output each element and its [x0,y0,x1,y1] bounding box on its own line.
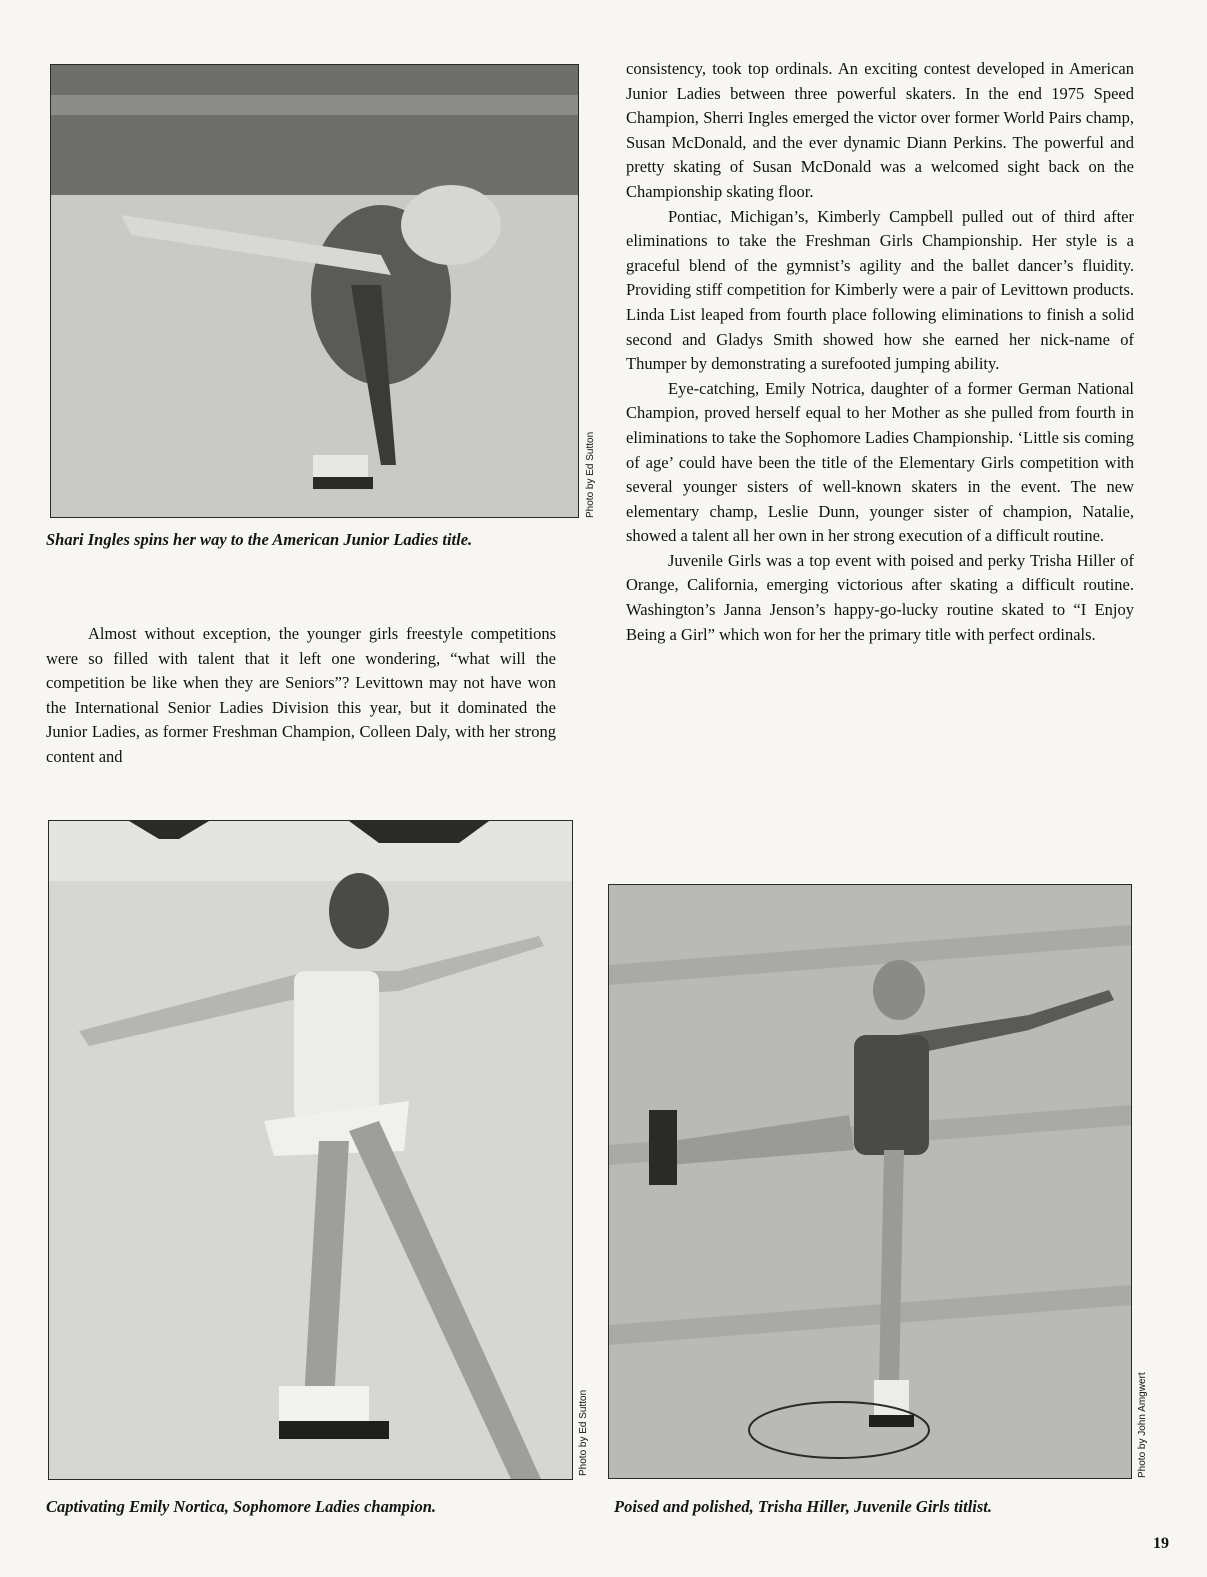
photo-credit-bottom-right: Photo by John Amgwert [1137,1372,1148,1478]
right-column-text [626,57,1134,647]
photo-trisha-hiller-image [609,885,1131,1478]
caption-shari-ingles: Shari Ingles spins her way to the American Junior Ladies title. [46,530,473,549]
right-paragraph-3: Eye-catching, Emily Notrica, daughter of a former German National Champion, proved herself equal to her Mother as she pulled from fourth in eliminations to take the Sophomore Ladies Championship. ‘Little sis coming of age’ could have been the title of the Elementary Girls competition with several younger sisters of well-known skaters in the event. The new elementary champ, Leslie Dunn, younger sister of champion, Natalie, showed a talent all her own in her strong execution of a difficult routine. [626,378,1134,546]
photo-shari-ingles [50,64,579,518]
photo-trisha-hiller [608,884,1132,1479]
left-paragraph-1: Almost without exception, the younger girls freestyle competitions were so filled with talent that it left one wondering, “what will the competition be like when they are Seniors”? Levittown may not have won the International Senior Ladies Division this year, but it dominated the Junior Ladies, as former Freshman Champion, Colleen Daly, with her strong content and [46,624,556,766]
photo-credit-bottom-left: Photo by Ed Sutton [578,1389,589,1476]
photo-credit-top-left: Photo by Ed Sutton [585,431,596,518]
page-number: 19 [1153,1535,1169,1552]
right-paragraph-4: Juvenile Girls was a top event with poised and perky Trisha Hiller of Orange, California, emerging victorious after skating a difficult routine. Washington’s Janna Jenson’s happy-go-lucky routine skated to “I Enjoy Being a Girl” which won for her the primary title with perfect ordinals. [626,550,1134,644]
right-paragraph-continued: consistency, took top ordinals. An exciting contest developed in American Junior Ladies between three powerful skaters. In the end 1975 Speed Champion, Sherri Ingles emerged the victor over former World Pairs champ, Susan McDonald, and the ever dynamic Diann Perkins. The powerful and pretty skating of Susan McDonald was a welcomed sight back on the Championship skating floor. [626,59,1134,201]
left-column-text [46,622,556,770]
right-paragraph-2: Pontiac, Michigan’s, Kimberly Campbell pulled out of third after eliminations to take the Freshman Girls Championship. Her style is a graceful blend of the gymnist’s agility and the ballet dancer’s fluidity. Providing stiff competition for Kimberly were a pair of Levittown products. Linda List leaped from fourth place following eliminations to finish a solid second and Gladys Smith showed how she earned her nick-name of Thumper by demonstrating a surefooted jumping ability. [626,206,1134,374]
photo-emily-nortica-image [49,821,572,1479]
caption-trisha-hiller: Poised and polished, Trisha Hiller, Juvenile Girls titlist. [614,1497,993,1516]
photo-emily-nortica [48,820,573,1480]
caption-emily-nortica: Captivating Emily Nortica, Sophomore Ladies champion. [46,1497,437,1516]
photo-shari-ingles-image [51,65,578,517]
